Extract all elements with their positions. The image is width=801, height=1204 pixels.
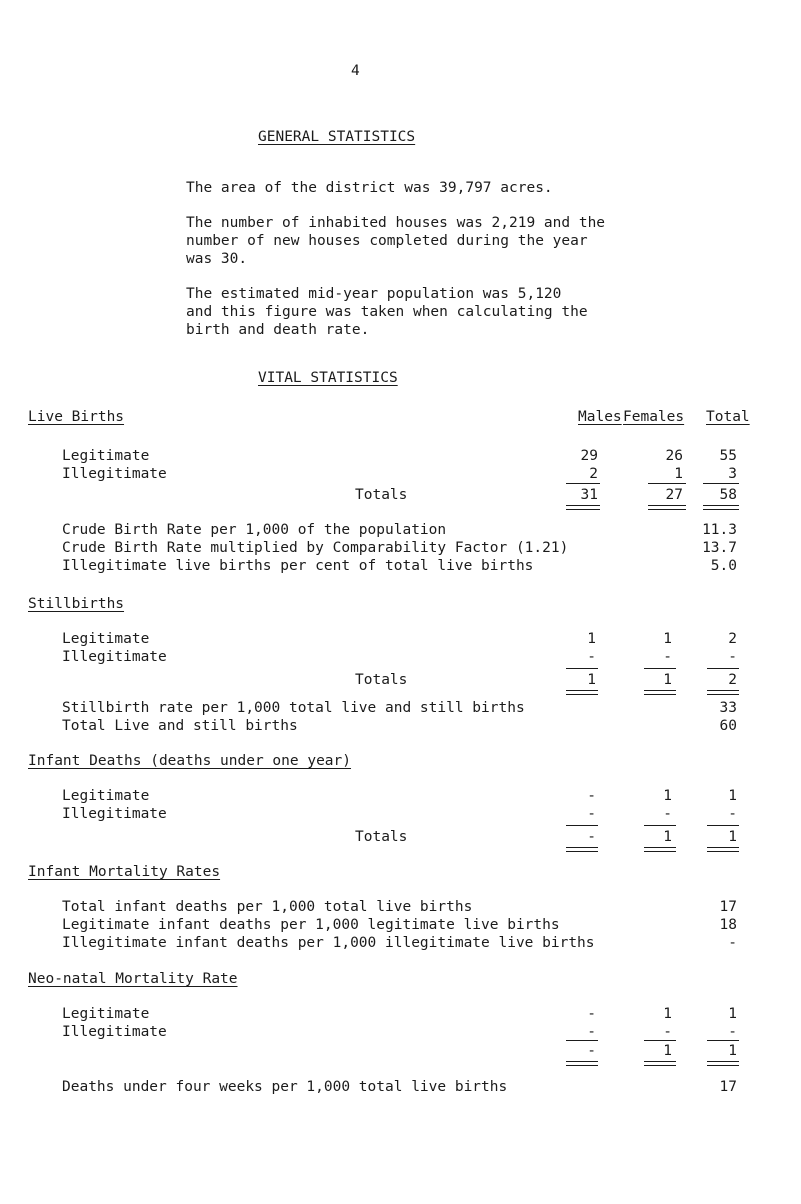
still-totals-females: 1 (663, 672, 672, 688)
infant-totals-total: 1 (728, 829, 737, 845)
infant-totals-females: 1 (663, 829, 672, 845)
total-live-still-value: 60 (719, 718, 737, 734)
neonatal-legit-females: 1 (663, 1006, 672, 1022)
infant-deaths-title: Infant Deaths (deaths under one year) (28, 753, 352, 769)
crude-birth-rate-label: Crude Birth Rate per 1,000 of the population (62, 522, 447, 538)
crude-birth-rate-value: 11.3 (702, 522, 737, 538)
infant-totals-label: Totals (355, 829, 408, 845)
infant-legit-females: 1 (663, 788, 672, 804)
area-text: The area of the district was 39,797 acres. (186, 180, 553, 196)
live-totals-females: 27 (665, 487, 683, 503)
houses-text-1: The number of inhabited houses was 2,219 and the (186, 215, 606, 231)
deaths-four-weeks-label: Deaths under four weeks per 1,000 total live births (62, 1079, 508, 1095)
still-legit-males: 1 (587, 631, 596, 647)
live-totals-males: 31 (580, 487, 598, 503)
infant-totals-males: - (587, 829, 596, 845)
infant-illegit-label: Illegitimate (62, 806, 167, 822)
imr-total-value: 17 (719, 899, 737, 915)
population-text-1: The estimated mid-year population was 5,120 (186, 286, 562, 302)
neonatal-illegit-females: - (663, 1024, 672, 1040)
infant-legit-label: Legitimate (62, 788, 150, 804)
neonatal-title: Neo-natal Mortality Rate (28, 971, 238, 987)
live-totals-total: 58 (719, 487, 737, 503)
imr-legit-value: 18 (719, 917, 737, 933)
live-legit-total: 55 (719, 448, 737, 464)
infant-legit-total: 1 (728, 788, 737, 804)
page-number: 4 (351, 63, 360, 79)
comparability-label: Crude Birth Rate multiplied by Comparability Factor (1.21) (62, 540, 569, 556)
stillbirth-rate-value: 33 (719, 700, 737, 716)
live-legit-females: 26 (665, 448, 683, 464)
stillbirth-rate-label: Stillbirth rate per 1,000 total live and still births (62, 700, 525, 716)
live-illegit-females: 1 (674, 466, 683, 482)
live-legit-males: 29 (580, 448, 598, 464)
infant-mortality-title: Infant Mortality Rates (28, 864, 221, 880)
illegit-percent-value: 5.0 (710, 558, 737, 574)
population-text-2: and this figure was taken when calculating the (186, 304, 588, 320)
stillbirths-title: Stillbirths (28, 596, 125, 612)
imr-illegit-label: Illegitimate infant deaths per 1,000 illegitimate live births (62, 935, 595, 951)
live-births-title: Live Births (28, 409, 125, 425)
live-legit-label: Legitimate (62, 448, 150, 464)
comparability-value: 13.7 (702, 540, 737, 556)
live-totals-label: Totals (355, 487, 408, 503)
infant-illegit-total: - (728, 806, 737, 822)
still-legit-total: 2 (728, 631, 737, 647)
neonatal-legit-label: Legitimate (62, 1006, 150, 1022)
still-illegit-total: - (728, 649, 737, 665)
imr-total-label: Total infant deaths per 1,000 total live births (62, 899, 473, 915)
neonatal-totals-females: 1 (663, 1043, 672, 1059)
infant-legit-males: - (587, 788, 596, 804)
still-totals-males: 1 (587, 672, 596, 688)
still-illegit-males: - (587, 649, 596, 665)
neonatal-legit-males: - (587, 1006, 596, 1022)
neonatal-totals-total: 1 (728, 1043, 737, 1059)
live-illegit-males: 2 (589, 466, 598, 482)
general-statistics-heading: GENERAL STATISTICS (258, 129, 416, 145)
total-live-still-label: Total Live and still births (62, 718, 298, 734)
houses-text-2: number of new houses completed during the year (186, 233, 588, 249)
neonatal-illegit-label: Illegitimate (62, 1024, 167, 1040)
live-illegit-total: 3 (728, 466, 737, 482)
live-illegit-label: Illegitimate (62, 466, 167, 482)
imr-illegit-value: - (728, 935, 737, 951)
population-text-3: birth and death rate. (186, 322, 370, 338)
still-legit-label: Legitimate (62, 631, 150, 647)
col-total-header: Total (706, 409, 750, 425)
still-illegit-females: - (663, 649, 672, 665)
infant-illegit-males: - (587, 806, 596, 822)
neonatal-totals-males: - (587, 1043, 596, 1059)
col-females-header: Females (623, 409, 685, 425)
neonatal-legit-total: 1 (728, 1006, 737, 1022)
still-totals-total: 2 (728, 672, 737, 688)
deaths-four-weeks-value: 17 (719, 1079, 737, 1095)
neonatal-illegit-males: - (587, 1024, 596, 1040)
vital-statistics-heading: VITAL STATISTICS (258, 370, 398, 386)
col-males-header: Males (578, 409, 622, 425)
still-legit-females: 1 (663, 631, 672, 647)
still-illegit-label: Illegitimate (62, 649, 167, 665)
houses-text-3: was 30. (186, 251, 248, 267)
infant-illegit-females: - (663, 806, 672, 822)
imr-legit-label: Legitimate infant deaths per 1,000 legitimate live births (62, 917, 560, 933)
still-totals-label: Totals (355, 672, 408, 688)
neonatal-illegit-total: - (728, 1024, 737, 1040)
illegit-percent-label: Illegitimate live births per cent of total live births (62, 558, 534, 574)
